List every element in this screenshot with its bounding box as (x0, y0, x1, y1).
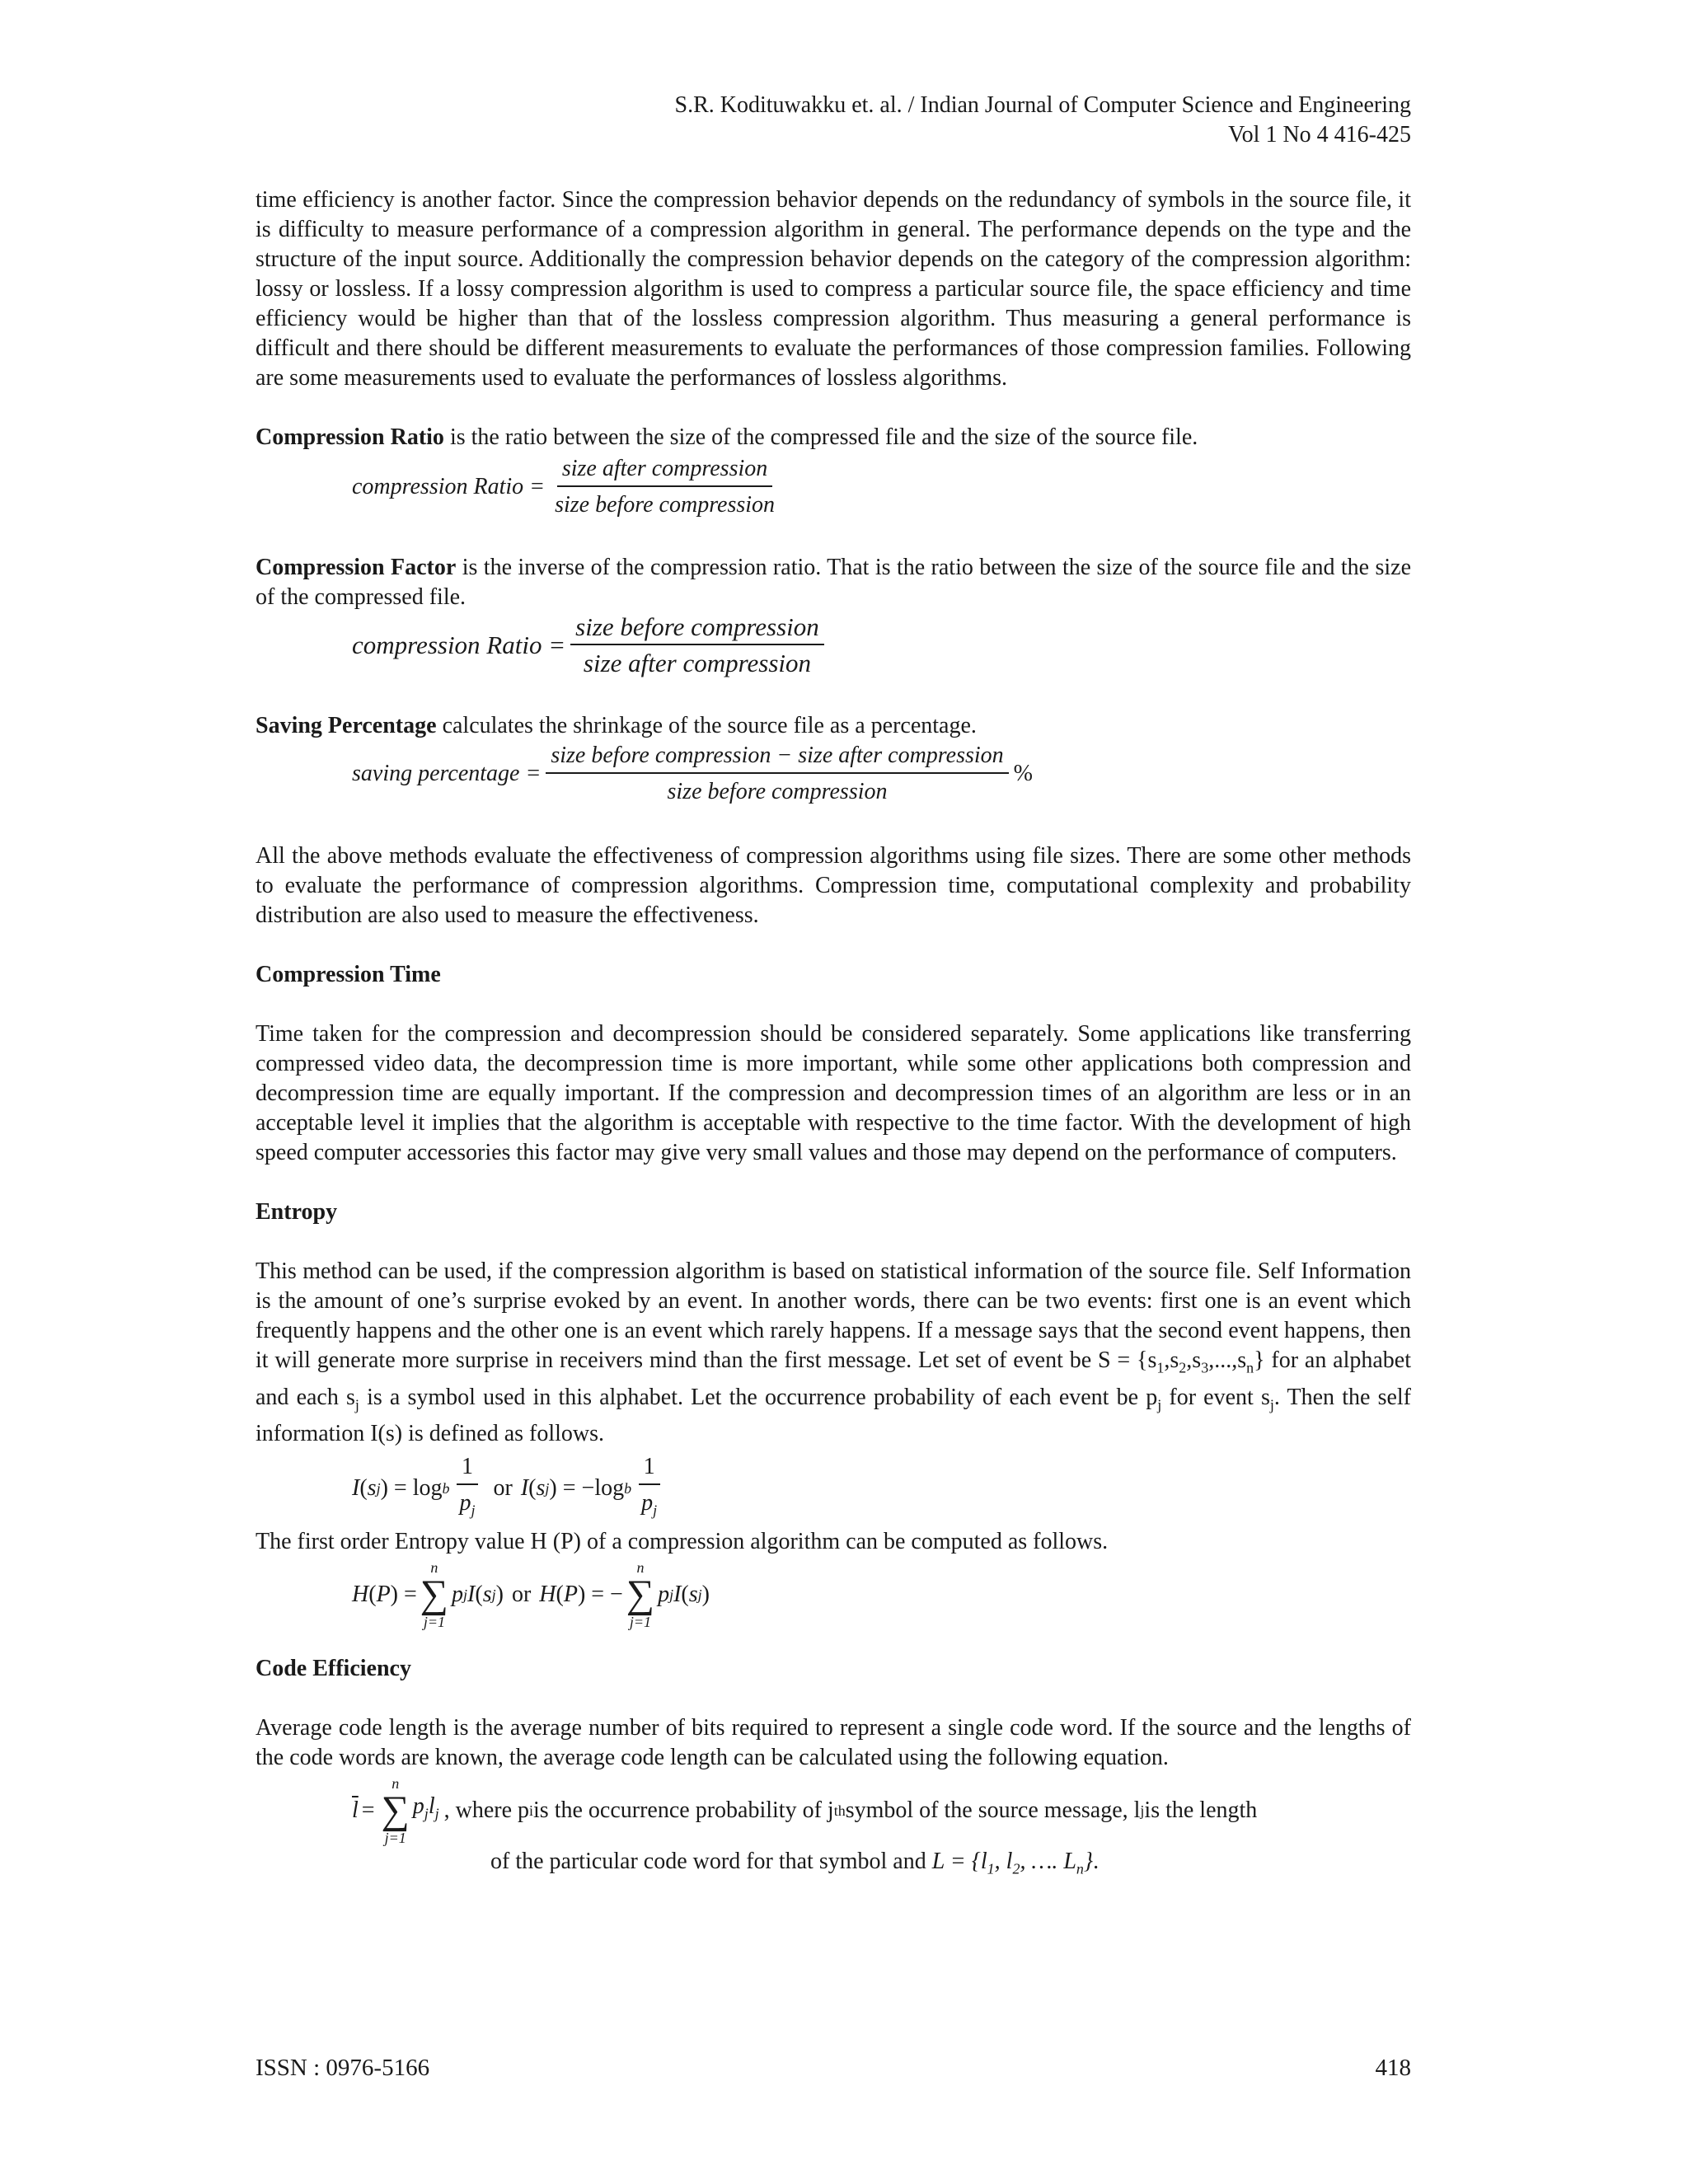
ratio-fraction (550, 454, 780, 520)
code-efficiency-heading: Code Efficiency (256, 1655, 411, 1681)
factor-text: is the inverse of the compression ratio. That is the ratio between the size of the source file and the size of the compressed file. (256, 555, 1411, 610)
ratio-text: is the ratio between the size of the compressed file and the size of the source file. (443, 424, 1198, 450)
ratio-numerator: size after compression (557, 454, 772, 487)
compression-time-paragraph: Time taken for the compression and decompression should be considered separately. Some applications like transferring compressed video data, the decompression time is more important, while some other applications both compression and decompression time are equally important. If the compression and decompression times of an algorithm are less or in an acceptable level it implies that the algorithm is acceptable with respective to the time factor. With the development of high speed computer accessories this factor may give very small values and those may depend on the performance of computers. (256, 1021, 1411, 1165)
factor-formula (352, 612, 1411, 678)
saving-definition (256, 711, 1411, 741)
code-length-last-line: of the particular code word for that symbol and $L = \{l_1$, $l_2$, …. $L_n$}. (490, 1848, 1100, 1877)
paper-page (256, 0, 1411, 2184)
saving-denominator: size before compression (667, 779, 888, 804)
page-number: 418 (1375, 2055, 1411, 2081)
header-line-2: Vol 1 No 4 416-425 (1228, 122, 1411, 148)
entropy-formula: H ( P ) = n ∑ j=1 p j I ( s j ) or H ( P ) = − n ∑ j=1 p j I ( s j ) (352, 1558, 710, 1630)
ratio-lhs: compression Ratio = (352, 474, 546, 499)
saving-formula (352, 741, 1411, 807)
ratio-definition (256, 423, 1411, 452)
factor-lhs: compression Ratio = (352, 630, 566, 659)
ratio-denominator: size before compression (555, 492, 776, 518)
ratio-term: Compression Ratio (256, 424, 444, 450)
compression-time-heading: Compression Time (256, 962, 441, 987)
entropy-heading: Entropy (256, 1199, 338, 1225)
factor-numerator: size before compression (570, 612, 824, 645)
saving-text: calculates the shrinkage of the source file as a percentage. (436, 713, 977, 738)
header-line-1: S.R. Kodituwakku et. al. / Indian Journal of Computer Science and Engineering (674, 92, 1411, 118)
self-information-formula: I ( s j ) = log b $\frac{1}{p_j}$ or I ( s j ) = −log b $\frac{1}{p_j}$ (352, 1452, 1411, 1526)
factor-denominator: size after compression (583, 649, 811, 677)
factor-fraction (570, 612, 824, 678)
factor-term: Compression Factor (256, 555, 457, 580)
entropy-paragraph: This method can be used, if the compression algorithm is based on statistical information of the source file. Self Information is the amount of one’s surprise evoked by an event. In another words, there can be two events: first one is an event which frequently happens and the other one is an event which rarely happens. If a message says that the second event happens, then it will generate more surprise in receivers mind than the first message. Let set of event be $S = \{s_1,s_2,s_3,...,s_n\}$ for an alphabet and each $s_j$ is a symbol used in this alphabet. Let the occurrence probability of each event be $p_j$ for event $s_j$. Then the self information I(s) is defined as follows. (256, 1258, 1411, 1447)
saving-numerator: size before compression − size after compression (546, 741, 1008, 774)
intro-paragraph: time efficiency is another factor. Since the compression behavior depends on the redundancy of symbols in the source file, it is difficulty to measure performance of a compression algorithm in general. The performance depends on the type and the structure of the input source. Additionally the compression behavior depends on the category of the compression algorithm: lossy or lossless. If a lossy compression algorithm is used to compress a particular source file, the space efficiency and time efficiency would be higher than that of the lossless compression algorithm. Thus measuring a general performance is difficult and there should be different measurements to evaluate the performances of those compression families. Following are some measurements used to evaluate the performances of lossless algorithms. (256, 187, 1411, 391)
average-length-formula: $\overline{l}$ = n ∑ j=1 $p_jl_j$ , where p i is the occurrence probability of j th symbol of the source message, l j is the length (352, 1774, 1258, 1846)
issn-label: ISSN : 0976-5166 (256, 2055, 430, 2081)
first-order-entropy-text: The first order Entropy value H (P) of a compression algorithm can be computed as follows. (256, 1528, 1109, 1554)
saving-percent-sign: % (1013, 761, 1033, 786)
code-efficiency-paragraph: Average code length is the average number of bits required to represent a single code word. If the source and the lengths of the code words are known, the average code length can be calculated using the following equation. (256, 1714, 1411, 1770)
body-content (256, 185, 1411, 1883)
ratio-formula (352, 454, 1411, 520)
saving-lhs: saving percentage = (352, 761, 542, 786)
methods-paragraph: All the above methods evaluate the effectiveness of compression algorithms using file sizes. There are some other methods to evaluate the performance of compression algorithms. Compression time, computational complexity and probability distribution are also used to measure the effectiveness. (256, 843, 1411, 928)
running-header (675, 91, 1411, 150)
saving-fraction (546, 741, 1008, 807)
saving-term: Saving Percentage (256, 713, 437, 738)
factor-definition (256, 553, 1411, 612)
